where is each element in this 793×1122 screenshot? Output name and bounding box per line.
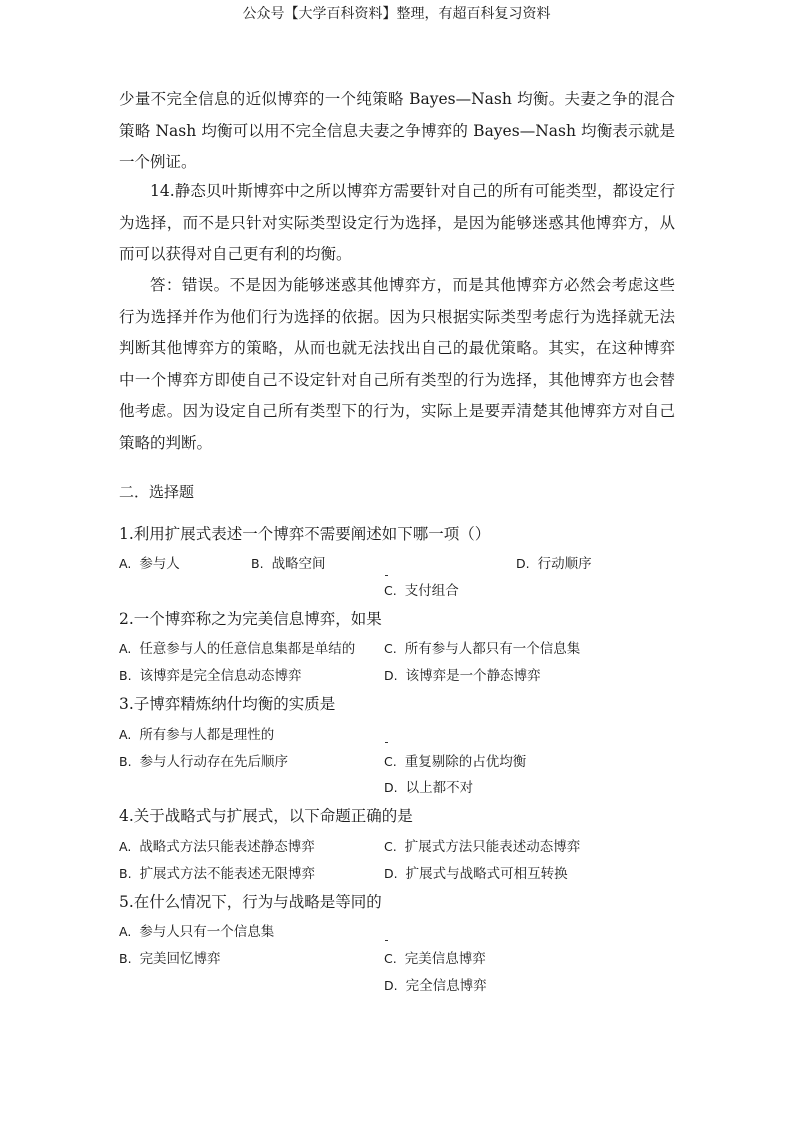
option-text: 参与人行动存在先后顺序 [139, 754, 289, 770]
paragraph-answer-14: 答：错误。不是因为能够迷惑其他博弈方，而是其他博弈方必然会考虑这些行为选择并作为他们行为选择的依据。因为只根据实际类型考虑行为选择就无法判断其他博弈方的策略，从而也就无法找出自己的最优策略。其实，在这种博弈中一个博弈方即使自己不设定针对自己所有类型的行为选择，其他博弈方也会替他考虑。因为设定自己所有类型下的行为，实际上是要弄清楚其他博弈方对自己策略的判断。 [119, 276, 675, 452]
paragraph-question-14: 14.静态贝叶斯博弈中之所以博弈方需要针对自己的所有可能类型，都设定行为选择，而不是只针对实际类型设定行为选择，是因为能够迷惑其他博弈方，从而可以获得对自己更有利的均衡。 [119, 182, 675, 263]
option-letter: C. [384, 583, 397, 598]
option-text: 任意参与人的任意信息集都是单结的 [139, 641, 356, 657]
question-1-option-c [384, 581, 459, 601]
option-text: 参与人 [139, 556, 180, 572]
option-text: 支付组合 [404, 583, 459, 599]
option-text: 扩展式与战略式可相互转换 [405, 866, 568, 882]
question-4-option-a [119, 837, 315, 857]
option-letter: D. [384, 668, 398, 683]
question-4-option-d [384, 864, 568, 884]
question-3-option-c [384, 752, 526, 772]
option-text: 该博弈是完全信息动态博弈 [139, 668, 302, 684]
question-5-option-a [119, 922, 274, 942]
option-text: 以上都不对 [405, 780, 474, 796]
question-5-stem: 5.在什么情况下，行为与战略是等同的 [119, 893, 382, 911]
question-3-option-b [119, 752, 288, 772]
option-letter: C. [384, 951, 397, 966]
option-letter: B. [119, 866, 132, 881]
option-text: 完美信息博弈 [404, 951, 486, 967]
question-5-option-c [384, 949, 486, 969]
question-2-stem: 2.一个博弈称之为完美信息博弈，如果 [119, 610, 382, 628]
option-letter: B. [119, 951, 132, 966]
option-letter: B. [119, 668, 132, 683]
page-header: 公众号【大学百科资料】整理，有超百科复习资料 [242, 6, 551, 22]
question-4-option-b [119, 864, 315, 884]
option-text: 扩展式方法不能表述无限博弈 [139, 866, 316, 882]
option-text: 行动顺序 [537, 556, 592, 572]
question-2-option-b [119, 666, 302, 686]
stray-mark [385, 575, 388, 576]
question-5-option-b [119, 949, 221, 969]
question-2-option-d [384, 666, 541, 686]
paragraph-continuation: 少量不完全信息的近似博弈的一个纯策略 Bayes—Nash 均衡。夫妻之争的混合策略 Nash 均衡可以用不完全信息夫妻之争博弈的 Bayes—Nash 均衡表示就是一个例证。 [119, 90, 675, 171]
question-3-stem: 3.子博弈精炼纳什均衡的实质是 [119, 695, 336, 713]
option-letter: C. [384, 839, 397, 854]
option-text: 所有参与人都只有一个信息集 [404, 641, 581, 657]
question-2-option-a [119, 639, 355, 659]
question-3-option-a [119, 725, 274, 745]
question-4-stem: 4.关于战略式与扩展式，以下命题正确的是 [119, 807, 413, 825]
option-text: 战略空间 [271, 556, 326, 572]
option-text: 完美回忆博弈 [139, 951, 221, 967]
question-2-option-c [384, 639, 580, 659]
section-title: 二．选择题 [119, 483, 195, 501]
option-text: 该博弈是一个静态博弈 [405, 668, 541, 684]
option-letter: C. [384, 754, 397, 769]
stray-mark [385, 940, 388, 941]
option-letter: A. [119, 556, 132, 571]
option-text: 重复剔除的占优均衡 [404, 754, 527, 770]
option-text: 完全信息博弈 [405, 978, 487, 994]
option-letter: A. [119, 727, 132, 742]
option-text: 扩展式方法只能表述动态博弈 [404, 839, 581, 855]
option-text: 所有参与人都是理性的 [139, 727, 275, 743]
option-letter: B. [251, 556, 264, 571]
question-1-option-a [119, 554, 180, 574]
question-3-option-d [384, 778, 473, 798]
question-1-stem: 1.利用扩展式表述一个博弈不需要阐述如下哪一项（） [119, 525, 491, 543]
option-letter: A. [119, 924, 132, 939]
option-letter: D. [516, 556, 530, 571]
question-5-option-d [384, 976, 487, 996]
option-letter: D. [384, 780, 398, 795]
option-letter: A. [119, 839, 132, 854]
option-letter: B. [119, 754, 132, 769]
question-1-option-b [251, 554, 326, 574]
question-1-option-d [516, 554, 592, 574]
option-text: 参与人只有一个信息集 [139, 924, 275, 940]
question-4-option-c [384, 837, 580, 857]
option-letter: C. [384, 641, 397, 656]
option-text: 战略式方法只能表述静态博弈 [139, 839, 315, 855]
option-letter: D. [384, 866, 398, 881]
option-letter: A. [119, 641, 132, 656]
option-letter: D. [384, 978, 398, 993]
stray-mark [385, 742, 388, 743]
